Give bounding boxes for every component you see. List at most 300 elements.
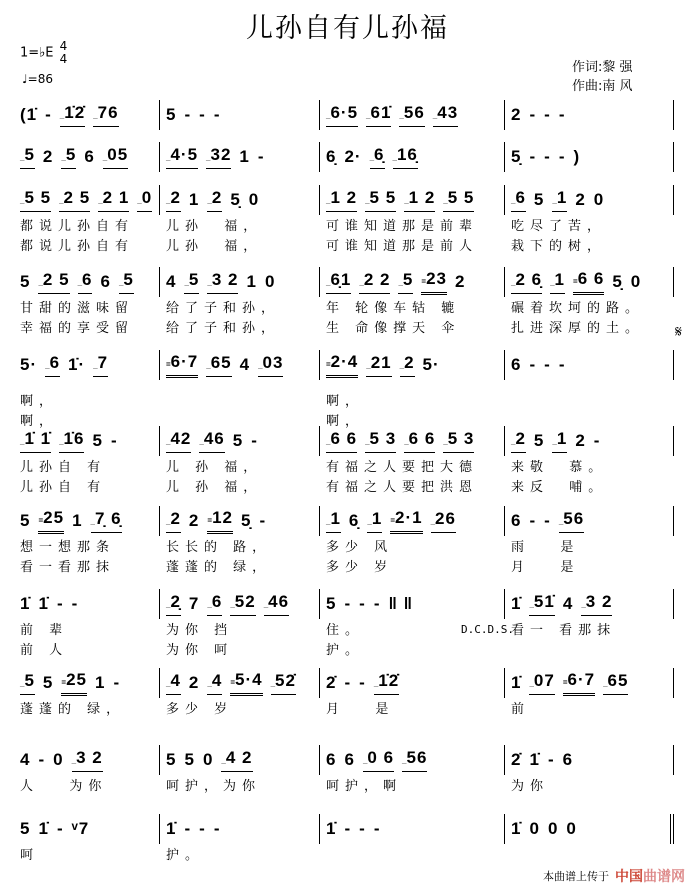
lyric-line bbox=[14, 458, 674, 478]
note: 5̣ bbox=[240, 511, 252, 530]
lyric-text bbox=[505, 846, 674, 866]
lyric-line bbox=[14, 478, 674, 498]
dcds-marking: D.C.D.S. bbox=[461, 623, 514, 636]
lyric-text: 甘甜的滋味留 bbox=[20, 301, 135, 316]
note: _46 bbox=[199, 429, 224, 453]
lyric-text: 前 辈 bbox=[20, 623, 69, 638]
lyric-text: 年 轮像车轱 辘 bbox=[326, 301, 461, 316]
note: _5 5 bbox=[443, 188, 474, 212]
lyric-text: 前 人 bbox=[20, 643, 69, 658]
lyric-line bbox=[14, 846, 674, 866]
lyric-text: 栽下的树， bbox=[511, 239, 607, 254]
note: (1̇ bbox=[20, 105, 38, 124]
note: - bbox=[38, 750, 46, 769]
note: - bbox=[213, 105, 221, 124]
key-signature bbox=[20, 40, 67, 66]
note: 0 bbox=[529, 819, 540, 838]
lyric-text: 儿孙 福， bbox=[166, 219, 263, 234]
note: 1̇ bbox=[166, 819, 177, 838]
measure bbox=[14, 504, 160, 538]
lyric-text: 可谁知道那是前辈 bbox=[326, 219, 479, 234]
measure bbox=[14, 265, 160, 299]
note: _5 bbox=[20, 145, 35, 169]
note: - bbox=[593, 431, 601, 450]
note: 5̣ bbox=[612, 272, 623, 291]
measure bbox=[505, 743, 674, 777]
note: _5 5 bbox=[365, 188, 396, 212]
measure bbox=[14, 587, 160, 621]
note: _5 bbox=[184, 270, 199, 294]
note: _1 bbox=[552, 188, 567, 212]
measure bbox=[505, 812, 674, 846]
lyric-line bbox=[14, 237, 674, 257]
note: _46 bbox=[264, 592, 289, 616]
note: 1̇ bbox=[529, 750, 540, 769]
note: =5·4 bbox=[230, 670, 262, 696]
composer: 作曲:南 风 bbox=[572, 79, 633, 94]
measure bbox=[160, 743, 320, 777]
note: _56 bbox=[402, 748, 427, 772]
lyric-text: 啊， bbox=[20, 414, 59, 429]
lyric-text: 有福之人要把大德 bbox=[326, 460, 479, 475]
lyric-text: 都说儿孙自有 bbox=[20, 239, 135, 254]
note: 1̇ bbox=[20, 594, 31, 613]
note: ‖ ‖ bbox=[388, 594, 414, 613]
lyric-text: 儿 孙 福， bbox=[166, 460, 263, 475]
credits bbox=[572, 58, 633, 96]
measure bbox=[14, 743, 160, 777]
measure bbox=[160, 587, 320, 621]
note: _6 bbox=[45, 353, 60, 377]
note: =23 bbox=[421, 269, 447, 295]
note: - bbox=[110, 431, 118, 450]
lyric-line bbox=[14, 558, 674, 578]
lyric-line bbox=[14, 319, 674, 339]
note: _0 bbox=[137, 188, 152, 212]
note: _1 bbox=[552, 429, 567, 453]
note: 0 bbox=[264, 272, 276, 291]
lyric-text: 长长的 路， bbox=[166, 540, 272, 555]
note: 4 bbox=[562, 594, 574, 613]
note: - bbox=[213, 819, 221, 838]
lyric-text: 呵 bbox=[20, 848, 40, 863]
time-signature-bottom: 4 bbox=[59, 52, 68, 66]
note: _07 bbox=[529, 671, 554, 695]
note: 1̇ bbox=[511, 819, 522, 838]
measure bbox=[320, 666, 505, 700]
lyric-text: 幸福的享受留 bbox=[20, 321, 135, 336]
measure bbox=[14, 140, 160, 174]
score-line bbox=[14, 140, 674, 174]
note: 1̇ bbox=[38, 819, 49, 838]
lyric-text: 儿孙自 有 bbox=[20, 480, 107, 495]
note: - bbox=[373, 594, 381, 613]
note: 2 bbox=[188, 673, 200, 692]
lyric-text: 月 是 bbox=[511, 560, 580, 575]
score-line bbox=[14, 424, 674, 498]
note: 7 bbox=[188, 594, 200, 613]
note: 5 bbox=[184, 750, 195, 769]
note: 1̇ bbox=[511, 594, 522, 613]
lyric-text: 给了子和孙， bbox=[166, 301, 281, 316]
note: - bbox=[184, 819, 192, 838]
lyric-text: 啊， bbox=[326, 394, 365, 409]
note: _6 bbox=[207, 592, 222, 616]
lyric-text: 来反 哺。 bbox=[511, 480, 608, 495]
lyric-text: 吃尽了苦， bbox=[511, 219, 607, 234]
measure bbox=[505, 504, 674, 538]
lyric-text: 来敬 慕。 bbox=[511, 460, 608, 475]
note: 5 bbox=[232, 431, 244, 450]
lyric-line bbox=[14, 217, 674, 237]
note: _1̇ 1̇ bbox=[20, 429, 51, 453]
note: 6 bbox=[344, 750, 355, 769]
upload-note: 本曲谱上传于 bbox=[543, 870, 609, 883]
note: _6̣1 bbox=[326, 270, 351, 294]
lyric-text: 护。 bbox=[166, 848, 205, 863]
note: _7̣ 6̣ bbox=[91, 509, 122, 533]
note: - bbox=[547, 750, 555, 769]
note: _3 2 bbox=[72, 748, 103, 772]
measure bbox=[160, 348, 320, 382]
measure bbox=[160, 424, 320, 458]
note: 2̇ bbox=[511, 750, 522, 769]
note: 5̣ bbox=[511, 147, 522, 166]
note: 5· bbox=[20, 355, 38, 374]
note: - bbox=[251, 431, 258, 450]
measure bbox=[320, 183, 505, 217]
measure bbox=[320, 812, 505, 846]
note: =6 6 bbox=[573, 269, 604, 295]
note: - bbox=[544, 147, 551, 166]
lyric-text: 生 命像撑天 伞 bbox=[326, 321, 461, 336]
note: 5 bbox=[20, 819, 31, 838]
note: 6 bbox=[84, 147, 95, 166]
time-signature bbox=[60, 40, 68, 66]
note: 6 bbox=[100, 272, 111, 291]
measure bbox=[320, 348, 505, 382]
note: _5 bbox=[61, 145, 76, 169]
measure bbox=[14, 666, 160, 700]
note: 6 bbox=[562, 750, 574, 769]
lyric-text bbox=[505, 641, 674, 661]
measure bbox=[320, 587, 505, 621]
note: _6 6 bbox=[404, 429, 435, 453]
note: _0 6 bbox=[363, 748, 394, 772]
note: _26 bbox=[431, 509, 456, 533]
lyric-text: 蓬蓬的 绿， bbox=[20, 702, 126, 717]
note: _2 5 bbox=[59, 188, 90, 212]
measure bbox=[505, 587, 674, 621]
measure bbox=[505, 424, 674, 458]
note: - bbox=[259, 511, 267, 530]
note: 1 bbox=[239, 147, 250, 166]
note: _2̣ bbox=[166, 592, 181, 616]
note: _2 bbox=[166, 509, 181, 533]
note: 5 bbox=[20, 272, 31, 291]
note: _6̣ bbox=[370, 145, 385, 169]
note: _1 bbox=[326, 509, 341, 533]
lyric-text bbox=[160, 392, 320, 412]
note: - bbox=[344, 819, 352, 838]
note: ) bbox=[573, 147, 581, 166]
note: - bbox=[199, 819, 206, 838]
note: _2 bbox=[207, 188, 222, 212]
note: _4 2 bbox=[221, 748, 252, 772]
note: =2·1 bbox=[390, 508, 422, 534]
lyric-text: 可谁知道那是前人 bbox=[326, 239, 479, 254]
note: 0 bbox=[566, 819, 577, 838]
measure bbox=[320, 140, 505, 174]
key-label: 1=♭E bbox=[20, 45, 54, 61]
lyric-text: 多少 风 bbox=[326, 540, 394, 555]
lyric-text: 住。 bbox=[326, 623, 365, 638]
measure bbox=[160, 504, 320, 538]
note: 5 bbox=[92, 431, 103, 450]
lyric-line bbox=[14, 392, 674, 412]
lyric-text: 呵护，啊 bbox=[326, 779, 403, 794]
segno-icon: 𝄋 bbox=[675, 322, 682, 341]
measure bbox=[320, 424, 505, 458]
note: _2 6̣ bbox=[511, 270, 542, 294]
note: - bbox=[56, 819, 64, 838]
site-logo-text: 中国 bbox=[615, 869, 643, 885]
lyric-text: 蓬蓬的 绿， bbox=[166, 560, 272, 575]
note: 2̇ bbox=[326, 673, 337, 692]
measure bbox=[14, 812, 160, 846]
note: _16̣ bbox=[393, 145, 418, 169]
note: _51̇ bbox=[529, 592, 554, 616]
measure bbox=[160, 812, 320, 846]
note: - bbox=[558, 105, 566, 124]
measure bbox=[14, 348, 160, 382]
lyric-line bbox=[14, 641, 674, 661]
site-logo-text-2: 曲谱网 bbox=[643, 869, 685, 885]
lyric-text: 啊， bbox=[20, 394, 59, 409]
note: _1 2 bbox=[404, 188, 435, 212]
note: _1̇2̇ bbox=[374, 671, 399, 695]
note: _5 bbox=[20, 671, 35, 695]
note: 5· bbox=[422, 355, 440, 374]
note: 4 bbox=[239, 355, 251, 374]
lyric-text: 有福之人要把洪恩 bbox=[326, 480, 479, 495]
note: 5 bbox=[533, 190, 545, 209]
note: _21 bbox=[366, 353, 391, 377]
note: 5 bbox=[166, 105, 177, 124]
note: =12 bbox=[207, 508, 233, 534]
note: - bbox=[257, 147, 265, 166]
measure bbox=[160, 666, 320, 700]
note: 1 bbox=[188, 190, 200, 209]
lyric-text: 呵护，为你 bbox=[166, 779, 262, 794]
note: _52̇ bbox=[271, 671, 296, 695]
lyric-line bbox=[14, 621, 674, 641]
note: =6·7 bbox=[166, 352, 198, 378]
note: 1 bbox=[72, 511, 83, 530]
note: _56 bbox=[559, 509, 584, 533]
note: _5 bbox=[119, 270, 134, 294]
site-logo[interactable] bbox=[615, 866, 685, 886]
note: _1 bbox=[367, 509, 382, 533]
note: _65 bbox=[603, 671, 628, 695]
note: _3 2 bbox=[207, 270, 238, 294]
measure bbox=[505, 183, 674, 217]
lyric-text bbox=[505, 392, 674, 412]
note: 2 bbox=[188, 511, 200, 530]
note: 5 bbox=[166, 750, 177, 769]
lyric-line bbox=[14, 700, 674, 720]
song-title: 儿孙自有儿孙福 bbox=[246, 13, 449, 44]
note: _1̇2̇ bbox=[60, 103, 85, 127]
note: _4·5 bbox=[166, 145, 198, 169]
note: _65 bbox=[206, 353, 231, 377]
note: 2 bbox=[575, 190, 586, 209]
lyric-text: 啊， bbox=[326, 414, 365, 429]
note: 1 bbox=[94, 673, 106, 692]
note: _42 bbox=[166, 429, 191, 453]
note: ᵛ7 bbox=[71, 819, 90, 838]
measure bbox=[320, 265, 505, 299]
score-line bbox=[14, 743, 674, 797]
note: 4 bbox=[20, 750, 31, 769]
lyric-text: 雨 是 bbox=[511, 540, 580, 555]
note: 4 bbox=[166, 272, 177, 291]
note: _3 2 bbox=[581, 592, 612, 616]
note: _52 bbox=[230, 592, 255, 616]
measure bbox=[14, 183, 160, 217]
lyricist: 作词:黎 强 bbox=[572, 60, 633, 75]
note: _6·5 bbox=[326, 103, 358, 127]
note: _2 5 bbox=[38, 270, 69, 294]
note: _2 bbox=[166, 188, 181, 212]
note: 5̣ bbox=[230, 190, 241, 209]
note: 5 bbox=[533, 431, 545, 450]
measure bbox=[160, 265, 320, 299]
measure bbox=[160, 183, 320, 217]
note: _5 3 bbox=[365, 429, 396, 453]
note: _1̇6 bbox=[59, 429, 84, 453]
score-line bbox=[14, 504, 674, 578]
note: 0 bbox=[53, 750, 64, 769]
note: - bbox=[45, 105, 52, 124]
note: - bbox=[359, 673, 366, 692]
note: 1̇ bbox=[326, 819, 337, 838]
note: - bbox=[544, 105, 551, 124]
measure bbox=[14, 424, 160, 458]
note: 0 bbox=[202, 750, 214, 769]
note: _05 bbox=[103, 145, 128, 169]
note: - bbox=[529, 147, 537, 166]
note: 6 bbox=[511, 355, 522, 374]
measure bbox=[505, 265, 674, 299]
note: _6 bbox=[511, 188, 526, 212]
measure bbox=[320, 98, 505, 132]
note: - bbox=[558, 147, 566, 166]
note: _61̇ bbox=[366, 103, 391, 127]
note: - bbox=[558, 355, 566, 374]
note: 5 bbox=[326, 594, 337, 613]
lyric-text: 人 为你 bbox=[20, 779, 108, 794]
note: - bbox=[71, 594, 79, 613]
note: _4 bbox=[166, 671, 181, 695]
note: 2 bbox=[454, 272, 466, 291]
note: _5 3 bbox=[443, 429, 474, 453]
note: _5 bbox=[398, 270, 413, 294]
note: 0 bbox=[547, 819, 559, 838]
note: 6̣ bbox=[348, 511, 360, 530]
note: _6 6 bbox=[326, 429, 357, 453]
note: - bbox=[344, 673, 352, 692]
note: _2 1 bbox=[98, 188, 129, 212]
note: - bbox=[529, 511, 537, 530]
measure bbox=[505, 666, 674, 700]
lyric-line bbox=[14, 538, 674, 558]
note: 1̇· bbox=[68, 355, 86, 374]
note: 2 bbox=[511, 105, 522, 124]
score-line bbox=[14, 265, 674, 339]
lyric-text: 碾着坎坷的路。 bbox=[511, 301, 645, 316]
note: =2·4 bbox=[326, 352, 358, 378]
note: =6·7 bbox=[563, 670, 595, 696]
note: _56 bbox=[399, 103, 424, 127]
measure bbox=[320, 504, 505, 538]
score-line bbox=[14, 98, 674, 132]
note: _4 bbox=[207, 671, 222, 695]
note: - bbox=[544, 355, 551, 374]
note: _1 2 bbox=[326, 188, 357, 212]
note: - bbox=[56, 594, 64, 613]
lyric-line bbox=[14, 777, 674, 797]
note: - bbox=[373, 819, 381, 838]
note: - bbox=[184, 105, 192, 124]
note: 6̣ bbox=[326, 147, 337, 166]
note: 2· bbox=[344, 147, 362, 166]
lyric-text: 看一看那抹 bbox=[20, 560, 116, 575]
measure bbox=[160, 140, 320, 174]
note: 5 bbox=[42, 673, 54, 692]
score-line bbox=[14, 812, 674, 866]
note: - bbox=[529, 355, 537, 374]
note: _5 5 bbox=[20, 188, 51, 212]
note: _2 2 bbox=[359, 270, 390, 294]
lyric-text: 护。 bbox=[326, 643, 365, 658]
footer bbox=[543, 866, 685, 886]
note: 2 bbox=[42, 147, 54, 166]
lyric-text bbox=[320, 846, 505, 866]
note: 1̇ bbox=[38, 594, 49, 613]
lyric-text: 月 是 bbox=[326, 702, 395, 717]
note: - bbox=[359, 819, 366, 838]
note: _6 bbox=[78, 270, 93, 294]
note: - bbox=[544, 511, 551, 530]
tempo-marking: ♩=86 bbox=[22, 72, 53, 86]
measure bbox=[320, 743, 505, 777]
note: _2 bbox=[511, 429, 526, 453]
lyric-text: 多少 岁 bbox=[326, 560, 394, 575]
note: _76 bbox=[93, 103, 118, 127]
lyric-text: 为你 挡 bbox=[166, 623, 234, 638]
lyric-text: 想一想那条 bbox=[20, 540, 116, 555]
note: 6 bbox=[511, 511, 522, 530]
note: - bbox=[529, 105, 537, 124]
note: 6 bbox=[326, 750, 337, 769]
note: =25 bbox=[61, 670, 87, 696]
note: _7 bbox=[93, 353, 108, 377]
note: _2 bbox=[400, 353, 415, 377]
lyric-text: 看一 看那抹 bbox=[511, 623, 617, 638]
measure bbox=[505, 140, 674, 174]
lyric-text: 儿 孙 福， bbox=[166, 480, 263, 495]
